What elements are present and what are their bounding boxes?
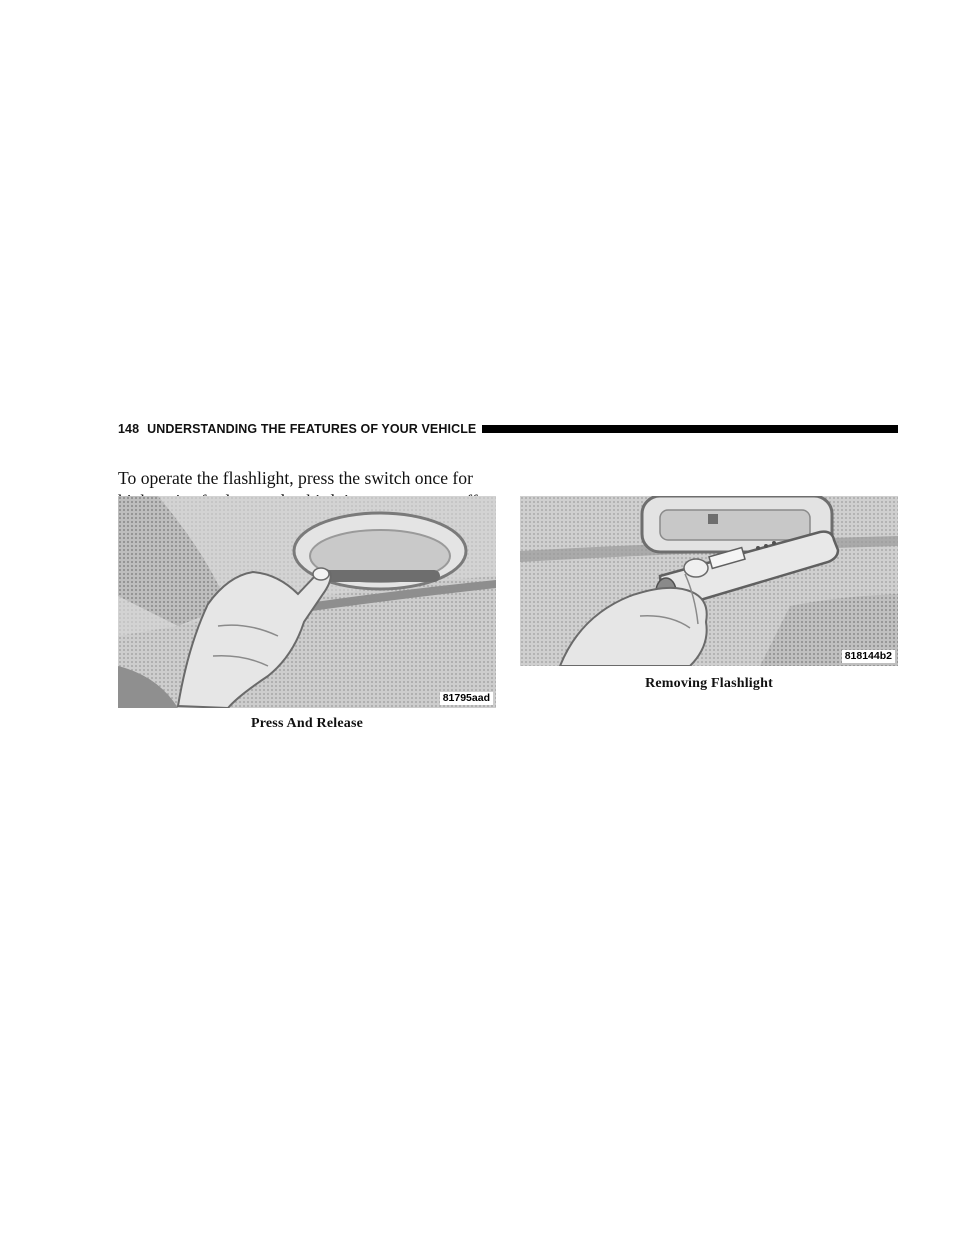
header-rule [482, 425, 898, 433]
figure-caption: Removing Flashlight [645, 676, 773, 691]
figure-caption: Press And Release [250, 716, 364, 731]
removing-flashlight-illustration [520, 496, 898, 666]
figure-removing-flashlight [520, 496, 898, 666]
running-header [118, 420, 898, 438]
instruction-paragraph: To operate the flashlight, press the switch once for [118, 467, 473, 488]
page-number: 148 [118, 422, 140, 436]
figure-code: 818144b2 [842, 650, 895, 663]
figure-code: 81795aad [440, 692, 493, 705]
press-and-release-illustration [118, 496, 496, 708]
section-title: UNDERSTANDING THE FEATURES OF YOUR VEHICLE [147, 422, 477, 436]
figure-press-and-release [118, 496, 496, 708]
